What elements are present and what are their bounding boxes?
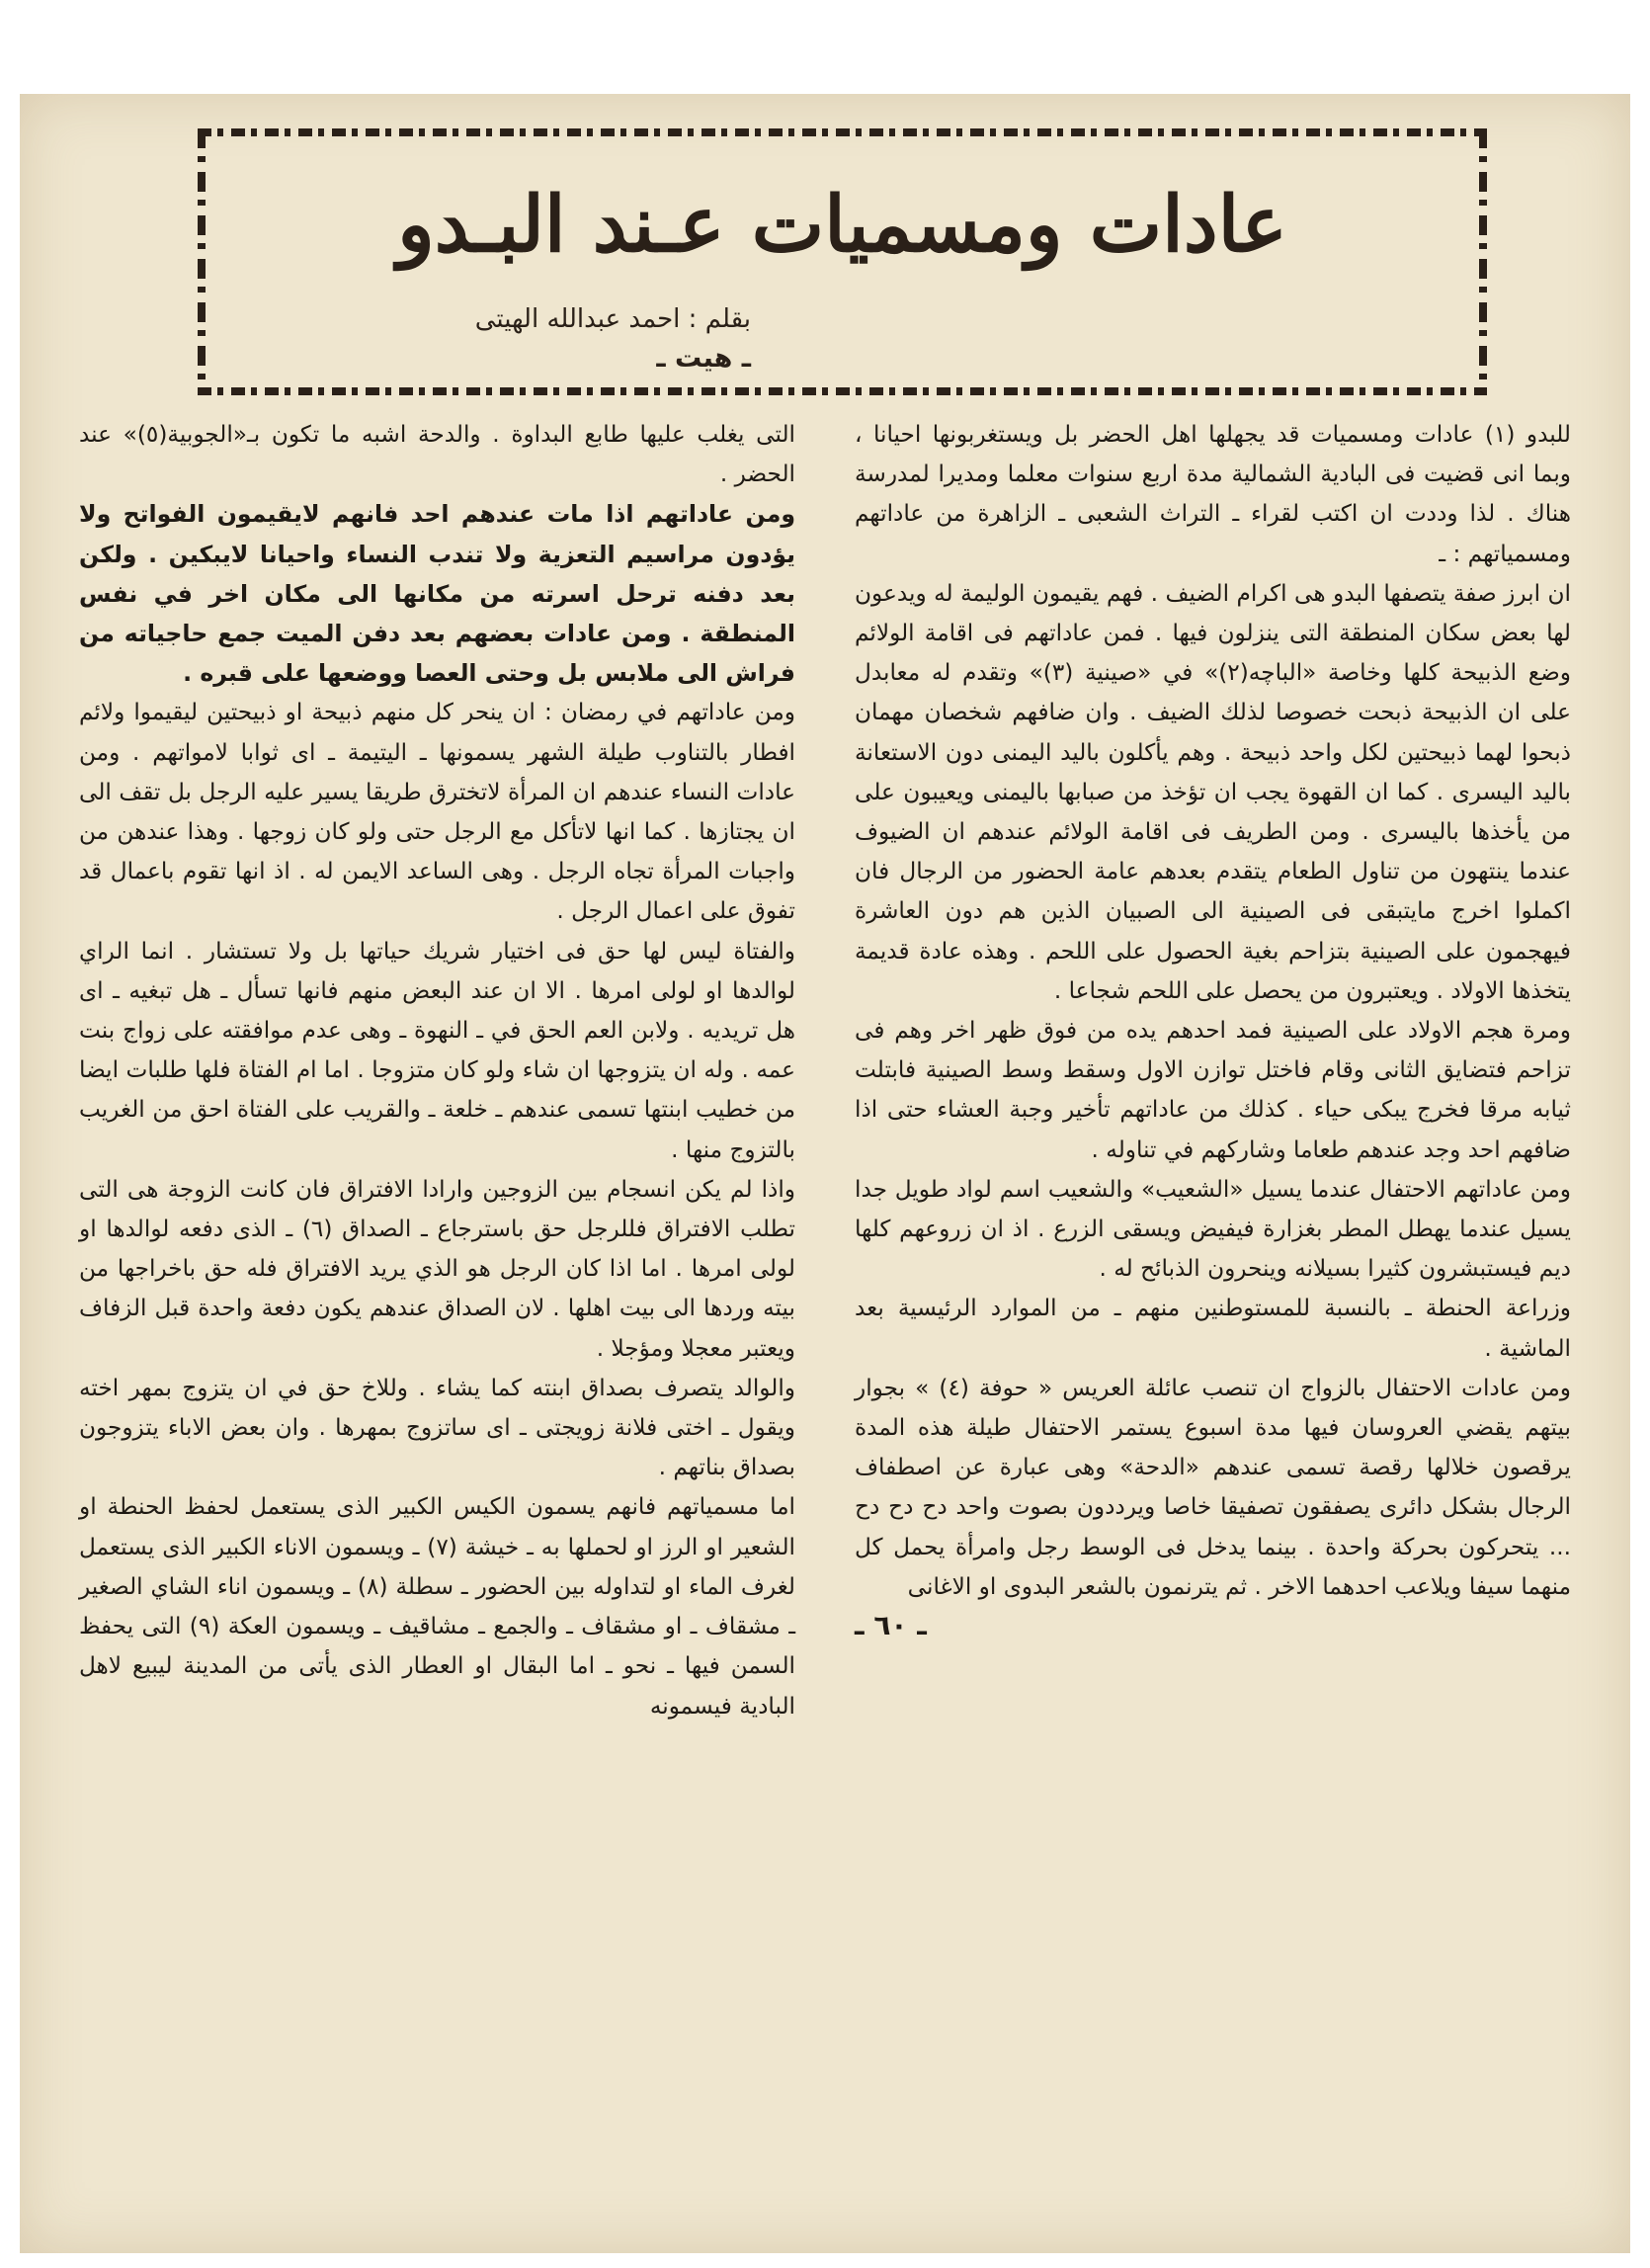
paragraph: والفتاة ليس لها حق فى اختيار شريك حياتها بل ولا تستشار . انما الراي لوالدها او لولى امرها . الا ان عند البعض منهم فانها تسأل ـ هل تبغيه ـ اى هل تريديه . ولابن العم الحق في ـ النهوة ـ وهى عدم موافقته على زواج بنت عمه . وله ان يتزوجها ان شاء ولو كان متزوجا . اما ام الفتاة فلها طلبات ايضا من خطيب ابنتها تسمى عندهم ـ خلعة ـ والقريب على الفتاة احق من الغريب بالتزوج منها . [79,937,795,1163]
paragraph: وزراعة الحنطة ـ بالنسبة للمستوطنين منهم ـ من الموارد الرئيسية بعد الماشية . [855,1295,1571,1362]
ornament-border-right [1479,128,1487,395]
ornament-border-bottom [198,387,1487,395]
column-right [855,415,1571,1726]
paragraph: ومن عاداتهم في رمضان : ان ينحر كل منهم ذبيحة او ذبيحتين ليقيموا ولائم افطار بالتناوب طيلة الشهر يسمونها ـ اليتيمة ـ اى ثوابا لامواتهم . ومن عادات النساء عندهم ان المرأة لاتخترق طريقا يسير عليه الرجل بل تقف الى ان يجتازها . كما انها لاتأكل مع الرجل حتى ولو كان زوجها . وهذا عندهن من واجبات المرأة تجاه الرجل . وهى الساعد الايمن له . اذ انها تقوم باعمال قد تفوق على اعمال الرجل . [79,699,795,925]
title-banner [198,128,1487,395]
paragraph: ومرة هجم الاولاد على الصينية فمد احدهم يده من فوق ظهر اخر وهم فى تزاحم فتضايق الثانى وقام فاختل توازن الاول وسقط وسط الصينية فابتلت ثيابه مرقا فخرج يبكى حياء . كذلك من عاداتهم تأخير وجبة العشاء حتى اذا ضافهم احد وجد عندهم طعاما وشاركهم في تناوله . [855,1017,1571,1163]
paragraph: ومن عادات الاحتفال بالزواج ان تنصب عائلة العريس « حوفة (٤) » بجوار بيتهم يقضي العروسان فيها مدة اسبوع يستمر الاحتفال طيلة هذه المدة يرقصون خلالها رقصة تسمى عندهم «الدحة» وهى عبارة عن اصطفاف الرجال بشكل دائرى يصفقون تصفيقا خاصا ويرددون بصوت واحد دح دح دح ... يتحركون بحركة واحدة . بينما يدخل فى الوسط رجل وامرأة يحمل كل منهما سيفا ويلاعب احدهما الاخر . ثم يترنمون بالشعر البدوى او الاغانى [855,1374,1572,1600]
article-title: عادات ومسميات عـند البـدو [397,180,1287,270]
page-number: ـ ٦٠ ـ [855,1609,927,1642]
paragraph: ان ابرز صفة يتصفها البدو هى اكرام الضيف . فهم يقيمون الوليمة له ويدعون لها بعض سكان المنطقة التى ينزلون فيها . فمن عاداتهم فى اقامة الولائم وضع الذبيحة كلها وخاصة «الباچه(٢)» في «صينية (٣)» وتقدم له معابدل على ان الذبيحة ذبحت خصوصا لذلك الضيف . وان ضافهم شخصان مهمان ذبحوا لهما ذبيحتين لكل واحد ذبيحة . وهم يأكلون باليد اليمنى دون الاستعانة باليد اليسرى . كما ان القهوة يجب ان تؤخذ من صبابها باليمنى ويعيبون على من يأخذها باليسرى . ومن الطريف فى اقامة الولائم عندهم ان الضيوف عندما ينتهون من تناول الطعام يتقدم بعدهم عامة الحضور من الرجال فان اكملوا اخرج مايتبقى فى الصينية الى الصبيان الذين هم دون العاشرة فيهجمون على الصينية بتزاحم بغية الحصول على اللحم . وهذه عادة قديمة يتخذها الاولاد . ويعتبرون من يحصل على اللحم شجاعا . [855,579,1571,1004]
paragraph: التى يغلب عليها طابع البداوة . والدحة اشبه ما تكون بـ«الجوبية(٥)» عند الحضر . [79,421,795,488]
magazine-page [20,94,1630,2253]
article-body [79,415,1571,1726]
author-line: بقلم : احمد عبدالله الهيتى [474,304,751,334]
paragraph: واذا لم يكن انسجام بين الزوجين وارادا الافتراق فان كانت الزوجة هى التى تطلب الافتراق فللرجل حق باسترجاع ـ الصداق (٦) ـ الذى دفعه لوالدها او لولى امرها . اما اذا كان الرجل هو الذي يريد الافتراق فله حق باخراجها من بيته وردها الى بيت اهلها . لان الصداق عندهم يكون دفعة واحدة قبل الزفاف ويعتبر معجلا ومؤجلا . [79,1175,795,1362]
paragraph: للبدو (١) عادات ومسميات قد يجهلها اهل الحضر بل ويستغربونها احيانا ، وبما انى قضيت فى البادية الشمالية مدة اربع سنوات معلما ومديرا لمدرسة هناك . لذا وددت ان اكتب لقراء ـ التراث الشعبى ـ الزاهرة من عاداتهم ومسمياتهم : ـ [855,421,1571,567]
paragraph-bold: ومن عاداتهم اذا مات عندهم احد فانهم لايقيمون الفواتح ولا يؤدون مراسيم التعزية ولا تندب النساء واحيانا لايبكين . ولكن بعد دفنه ترحل اسرته من مكانها الى مكان اخر في نفس المنطقة . ومن عادات بعضهم بعد دفن الميت جمع حاجياته من فراش الى ملابس بل وحتى العصا ووضعها على قبره . [79,500,795,688]
ornament-border-top [198,128,1487,136]
paragraph: ومن عاداتهم الاحتفال عندما يسيل «الشعيب» والشعيب اسم لواد طويل جدا يسيل عندما يهطل المطر بغزارة فيفيض ويسقى الزرع . اذ ان زروعهم كلها ديم فيستبشرون كثيرا بسيلانه وينحرون الذبائح له . [855,1175,1571,1283]
author-place: ـ هيت ـ [656,342,751,374]
ornament-border-left [198,128,206,395]
column-left [79,415,795,1726]
paragraph: والوالد يتصرف بصداق ابنته كما يشاء . وللاخ حق في ان يتزوج بمهر اخته ويقول ـ اختى فلانة زويجتى ـ اى ساتزوج بمهرها . وان بعض الاباء يتزوجون بصداق بناتهم . [79,1374,795,1481]
paragraph: اما مسمياتهم فانهم يسمون الكيس الكبير الذى يستعمل لحفظ الحنطة او الشعير او الرز او لحملها به ـ خيشة (٧) ـ ويسمون الاناء الكبير الذى يستعمل لغرف الماء او لتداوله بين الحضور ـ سطلة (٨) ـ ويسمون اناء الشاي الصغير ـ مشقاف ـ او مشقاف ـ والجمع ـ مشاقيف ـ ويسمون العكة (٩) التى يحفظ السمن فيها ـ نحو ـ اما البقال او العطار الذى يأتى من المدينة ليبيع لاهل البادية فيسمونه [79,1493,795,1720]
byline [237,301,751,378]
